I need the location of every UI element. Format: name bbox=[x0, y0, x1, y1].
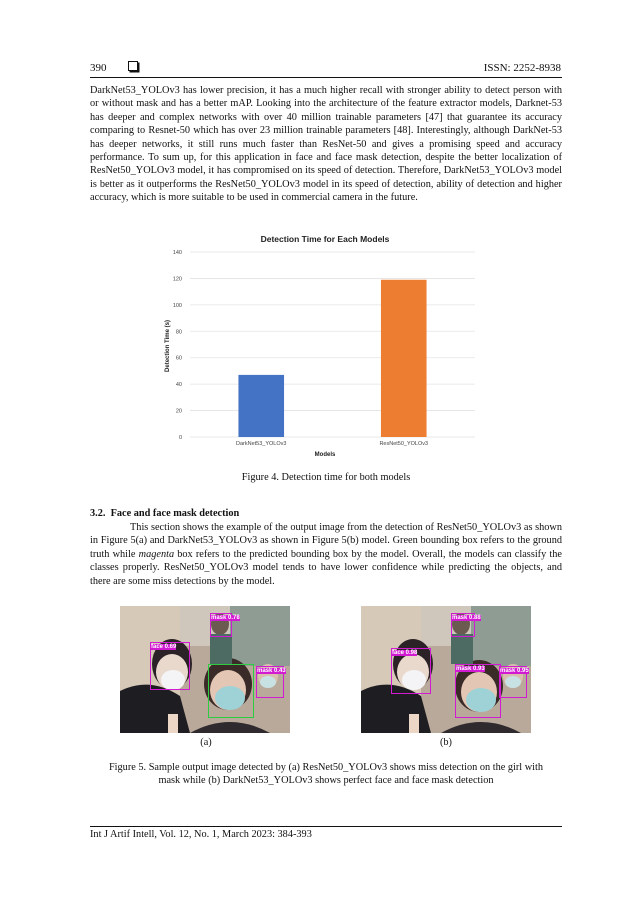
figure5a-image bbox=[120, 606, 290, 733]
figure5-label-a: (a) bbox=[200, 737, 212, 748]
bbox-label: mask 0.88 bbox=[452, 615, 481, 621]
paragraph-2-emphasis: magenta bbox=[138, 548, 175, 560]
issn: ISSN: 2252-8938 bbox=[483, 62, 561, 74]
x-tick-label: DarkNet53_YOLOv3 bbox=[236, 441, 287, 447]
paragraph-2-text-a: This section shows the example of the output image from the detection of ResNet50_YOLOv3 as shown in Figure 5(a) and DarkNet53_YOLOv3 as shown in Figure 5(b) model. Green bounding box refers to the ground truth while bbox=[90, 522, 562, 560]
section-heading: 3.2. Face and face mask detection bbox=[90, 508, 240, 519]
chart-gridlines bbox=[190, 252, 475, 437]
figure4-chart bbox=[160, 228, 490, 463]
figure5b-image bbox=[361, 606, 531, 733]
bbox-label: mask 0.43 bbox=[257, 668, 286, 674]
bbox-label: mask 0.93 bbox=[456, 666, 485, 672]
y-tick-label: 100 bbox=[172, 302, 182, 309]
figure4-caption: Figure 4. Detection time for both models bbox=[241, 472, 411, 483]
chart-xticks bbox=[236, 441, 428, 447]
bbox-predicted bbox=[455, 664, 501, 718]
chart-xlabel: Models bbox=[314, 452, 336, 458]
y-tick-label: 0 bbox=[178, 435, 182, 441]
bbox-ground-truth bbox=[208, 664, 254, 718]
header-rule bbox=[90, 77, 562, 78]
chart-title: Detection Time for Each Models bbox=[260, 234, 390, 244]
bbox-label: face 0.69 bbox=[151, 644, 177, 650]
figure5-caption-line-1: Figure 5. Sample output image detected by (a) ResNet50_YOLOv3 shows miss detection on the girl with bbox=[108, 762, 544, 773]
y-tick-label: 20 bbox=[175, 408, 182, 415]
figure5-label-b: (b) bbox=[439, 737, 452, 748]
header-square-icon bbox=[128, 61, 138, 71]
bbox-label: mask 0.78 bbox=[211, 615, 240, 621]
paragraph-1: DarkNet53_YOLOv3 has lower precision, it has a much higher recall with stronger ability to detect person with or without mask and has a better mAP. Looking into the architecture of the feature extractor models, Darknet-53 has deeper and complex networks with over 40 million trainable parameters [47] that guarantee its accuracy comparing to Resnet-50 which has over 23 million trainable parameters [48]. Interestingly, although DarkNet-53 has deeper networks, it still runs much faster than ResNet-50 and gives a promising speed and accuracy performance. To sum up, for this application in face and face mask detection, despite the better localization of ResNet50_YOLOv3 model, it has compromised on its speed of detection. Therefore, DarkNet53_YOLOv3 model is better as it outperforms the ResNet50_YOLOv3 model in its speed of detection, ability of detection and higher accuracy, which is more suitable to be used in commercial camera in the future. bbox=[90, 85, 562, 204]
y-tick-label: 40 bbox=[175, 382, 182, 389]
y-tick-label: 120 bbox=[172, 276, 182, 283]
y-tick-label: 80 bbox=[175, 329, 182, 336]
paragraph-2-text-b: box refers to the predicted bounding box by the model. Overall, the models can classify the classes properly. ResNet50_YOLOv3 model tends to have lower confidence while predicting the objects, and there are some miss detections by the model. bbox=[90, 548, 562, 587]
y-tick-label: 60 bbox=[175, 355, 182, 362]
footer-rule bbox=[90, 826, 562, 827]
footer-journal: Int J Artif Intell, Vol. 12, No. 1, March 2023: 384-393 bbox=[90, 829, 312, 840]
bbox-label: mask 0.95 bbox=[500, 668, 529, 674]
chart-ylabel: Detection Time (s) bbox=[165, 320, 171, 372]
bbox-label: face 0.98 bbox=[392, 650, 418, 656]
chart-bars bbox=[238, 280, 426, 437]
chart-yticks bbox=[173, 250, 182, 441]
x-tick-label: ResNet50_YOLOv3 bbox=[379, 441, 429, 447]
paragraph-2 bbox=[90, 521, 562, 588]
figure5-caption-line-2: mask while (b) DarkNet53_YOLOv3 shows perfect face and face mask detection bbox=[158, 775, 494, 786]
bar-DarkNet53_YOLOv3 bbox=[238, 375, 284, 437]
y-tick-label: 140 bbox=[172, 250, 182, 256]
bar-ResNet50_YOLOv3 bbox=[381, 280, 427, 437]
page-number: 390 bbox=[90, 62, 107, 74]
